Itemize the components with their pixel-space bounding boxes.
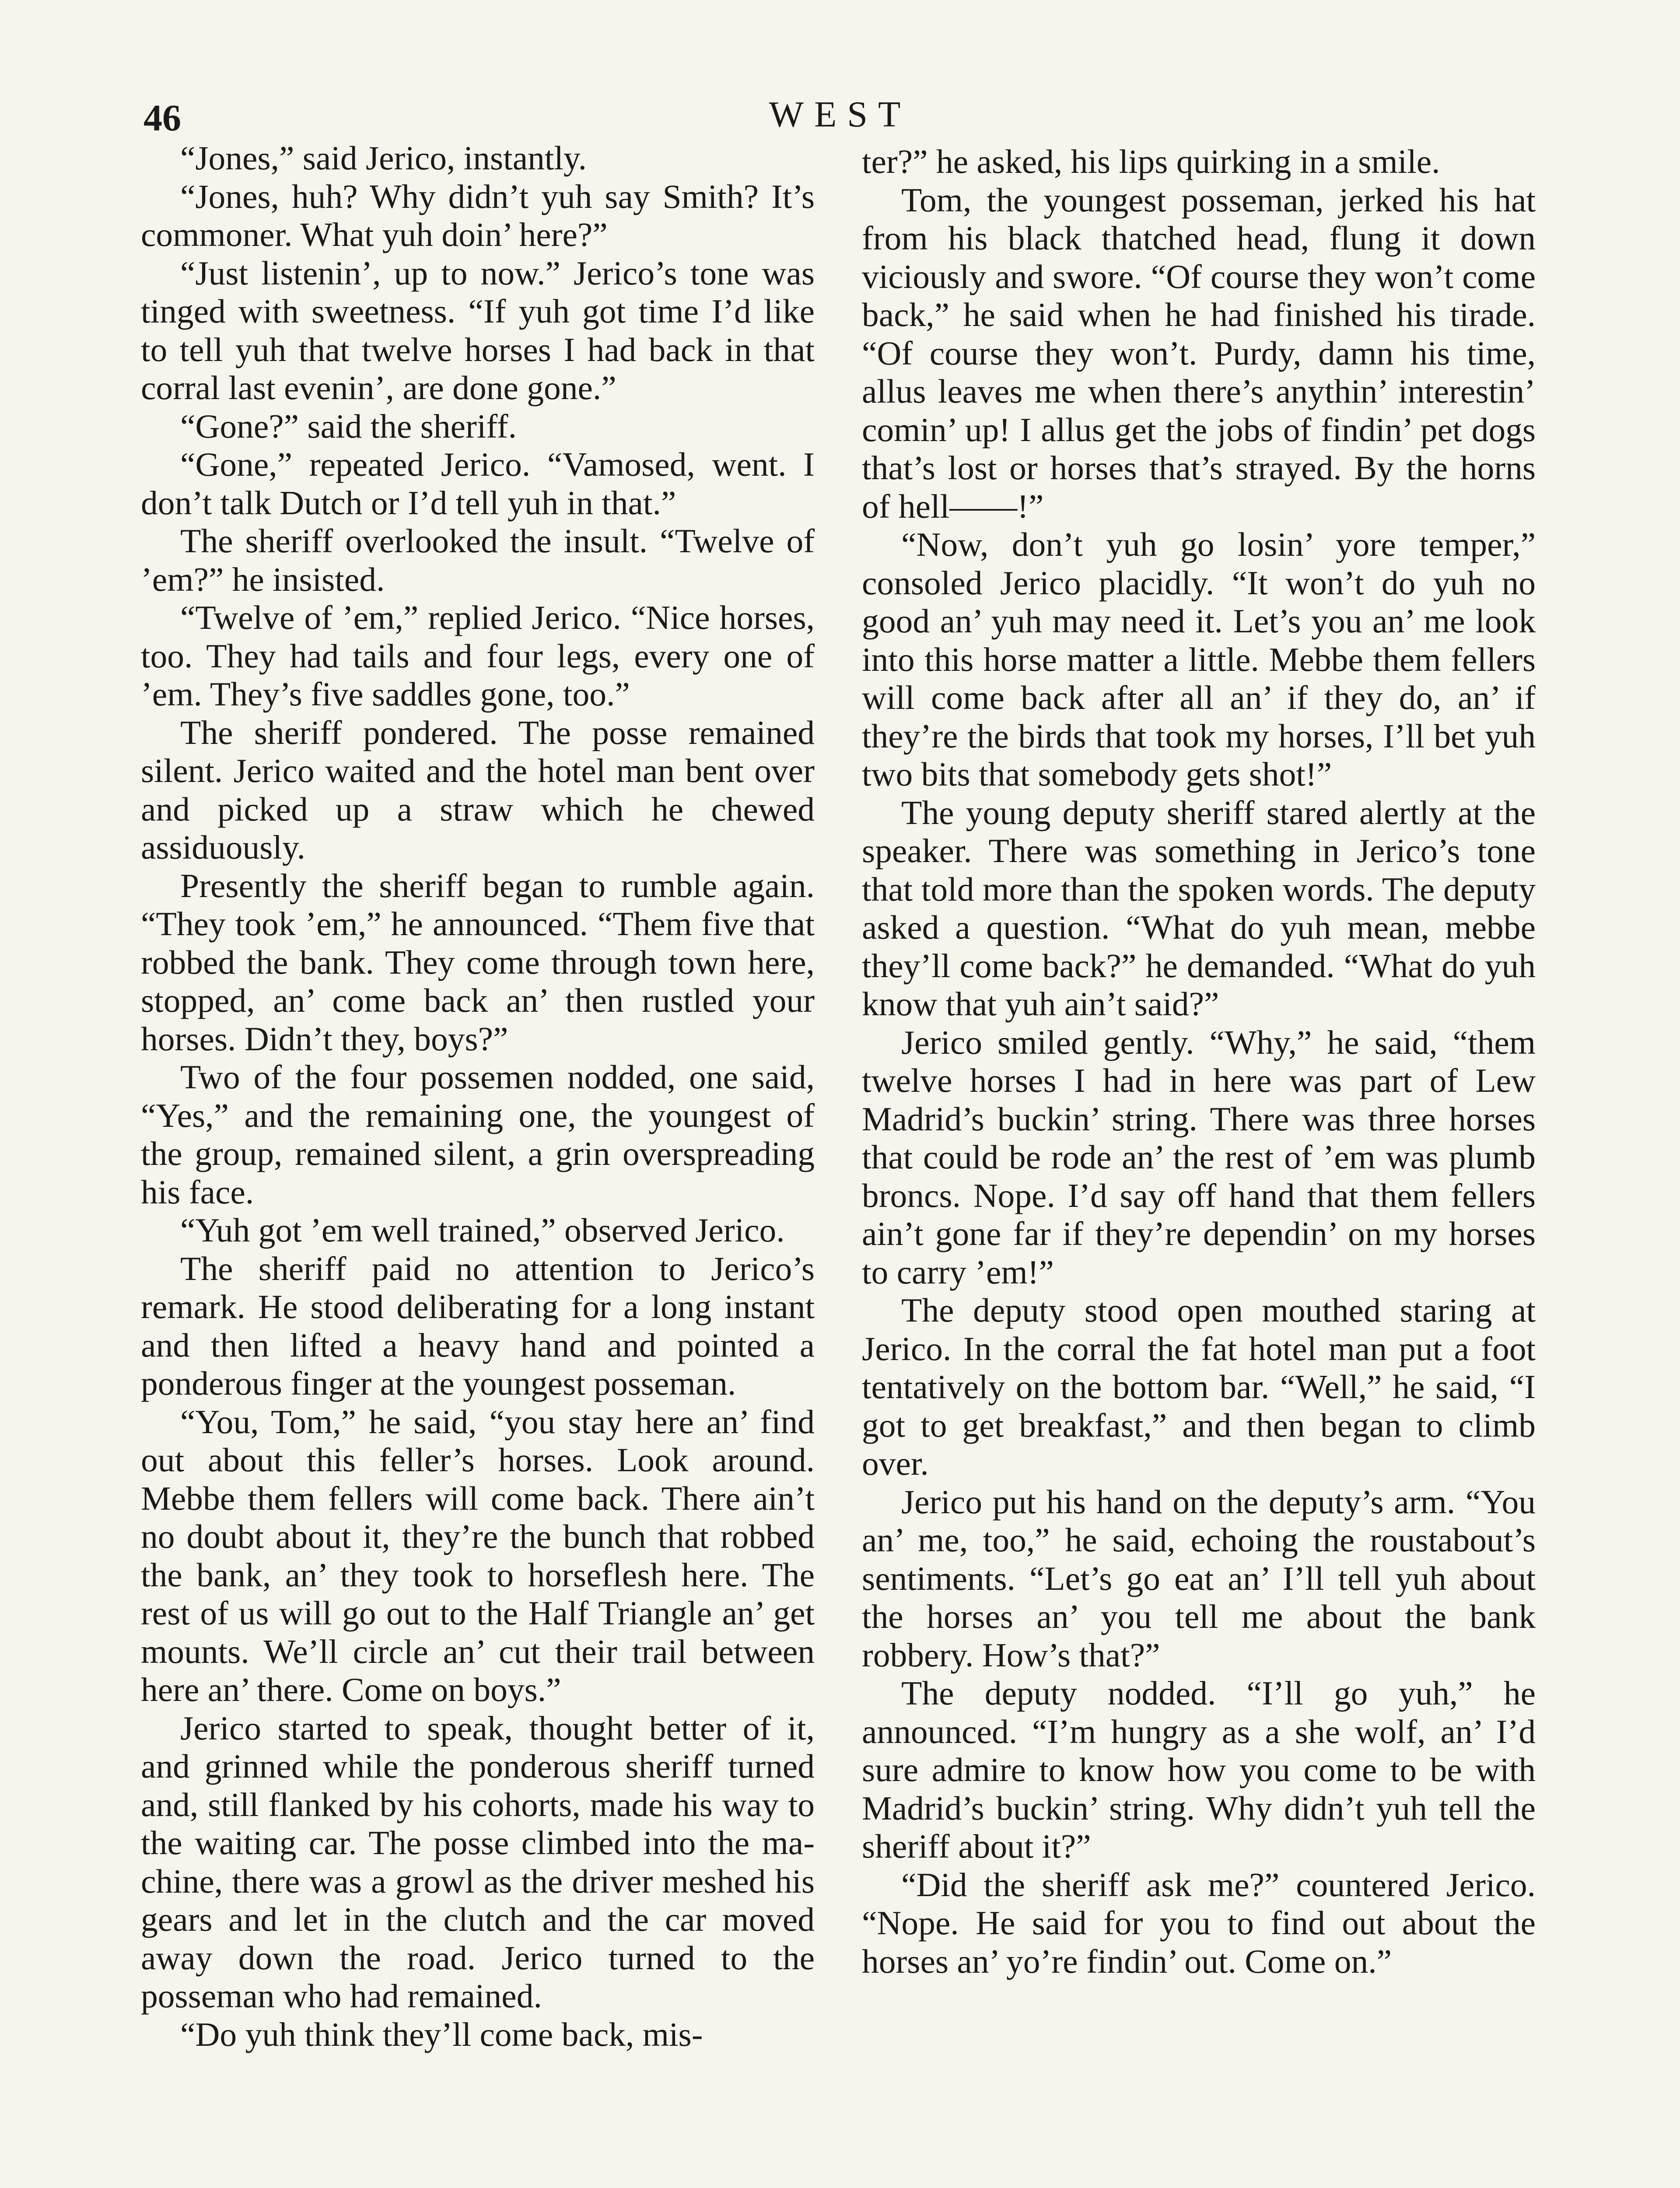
- paragraph: “You, Tom,” he said, “you stay here an’ find out about this feller’s horses. Look around. Mebbe them fellers will come back. There ain’t no doubt about it, they’re the bunch that robbed the bank, an’ they took to horseflesh here. The rest of us will go out to the Half Triangle an’ get mounts. We’ll circle an’ cut their trail between here an’ there. Come on boys.”: [141, 1403, 815, 1708]
- paragraph: “Gone?” said the sheriff.: [180, 407, 517, 445]
- paragraph: Jerico put his hand on the deputy’s arm. “You an’ me, too,” he said, echoing the roustabout’s sentiments. “Let’s go eat an’ I’ll tell yuh about the horses an’ you tell me about the bank robbery. How’s that?”: [862, 1483, 1536, 1674]
- paragraph: The sheriff overlooked the insult. “Twelve of ’em?” he insisted.: [141, 522, 815, 598]
- paragraph: Tom, the youngest posseman, jerked his hat from his black thatched head, flung it down viciously and swore. “Of course they won’t come back,” he said when he had finished his tirade. “Of course they won’t. Purdy, damn his time, allus leaves me when there’s anythin’ interestin’ comin’ up! I allus get the jobs of findin’ pet dogs that’s lost or horses that’s strayed. By the horns of hell——!”: [862, 181, 1536, 525]
- left-column: [141, 139, 815, 2054]
- paragraph: “Yuh got ’em well trained,” observed Jerico.: [180, 1211, 785, 1249]
- paragraph: Jerico started to speak, thought better of it, and grinned while the ponderous sheriff turned and, still flanked by his cohorts, made his way to the waiting car. The posse climbed into the machine, there was a growl as the driver meshed his gears and let in the clutch and the car moved away down the road. Jerico turned to the posseman who had remained.: [141, 1709, 815, 2015]
- paragraph: Presently the sheriff began to rumble again. “They took ’em,” he announced. “Them five that robbed the bank. They come through town here, stopped, an’ come back an’ then rustled your horses. Didn’t they, boys?”: [141, 866, 815, 1058]
- page-number: 46: [144, 97, 181, 139]
- paragraph: Two of the four possemen nodded, one said, “Yes,” and the remaining one, the youngest of the group, remained silent, a grin overspreading his face.: [141, 1058, 815, 1211]
- paragraph: “Jones,” said Jerico, instantly.: [180, 139, 587, 177]
- paragraph: “Twelve of ’em,” replied Jerico. “Nice horses, too. They had tails and four legs, every one of ’em. They’s five saddles gone, too.”: [141, 599, 815, 713]
- paragraph: “Did the sheriff ask me?” countered Jerico. “Nope. He said for you to find out about the horses an’ yo’re findin’ out. Come on.”: [862, 1865, 1536, 1980]
- paragraph: Jerico smiled gently. “Why,” he said, “them twelve horses I had in here was part of Lew Madrid’s buckin’ string. There was three horses that could be rode an’ the rest of ’em was plumb broncs. Nope. I’d say off hand that them fellers ain’t gone far if they’re dependin’ on my horses to carry ’em!”: [862, 1023, 1536, 1291]
- paragraph: “Just listenin’, up to now.” Jerico’s tone was tinged with sweetness. “If yuh got time I’d like to tell yuh that twelve horses I had back in that corral last evenin’, are done gone.”: [141, 254, 815, 407]
- paragraph: The sheriff pondered. The posse remained silent. Jerico waited and the hotel man bent over and picked up a straw which he chewed assiduously.: [141, 713, 815, 866]
- magazine-title: WEST: [769, 94, 911, 135]
- paragraph: The deputy nodded. “I’ll go yuh,” he announced. “I’m hungry as a she wolf, an’ I’d sure admire to know how you come to be with Madrid’s buckin’ string. Why didn’t yuh tell the sheriff about it?”: [862, 1674, 1536, 1865]
- paragraph: The sheriff paid no attention to Jerico’s remark. He stood deliberating for a long instant and then lifted a heavy hand and pointed a ponderous finger at the youngest posseman.: [141, 1249, 815, 1402]
- paragraph: “Do yuh think they’ll come back, mis-: [180, 2015, 703, 2053]
- paragraph: “Now, don’t yuh go losin’ yore temper,” consoled Jerico placidly. “It won’t do yuh no good an’ yuh may need it. Let’s you an’ me look into this horse matter a little. Mebbe them fellers will come back after all an’ if they do, an’ if they’re the birds that took my horses, I’ll bet yuh two bits that somebody gets shot!”: [862, 526, 1536, 793]
- paragraph: The deputy stood open mouthed staring at Jerico. In the corral the fat hotel man put a foot tentatively on the bottom bar. “Well,” he said, “I got to get breakfast,” and then began to climb over.: [862, 1291, 1536, 1482]
- right-column: [862, 143, 1536, 1981]
- paragraph: The young deputy sheriff stared alertly at the speaker. There was something in Jerico’s tone that told more than the spoken words. The deputy asked a question. “What do yuh mean, mebbe they’ll come back?” he demanded. “What do yuh know that yuh ain’t said?”: [862, 793, 1536, 1023]
- paragraph: “Gone,” repeated Jerico. “Vamosed, went. I don’t talk Dutch or I’d tell yuh in that.”: [141, 445, 815, 522]
- paragraph-continuation: ter?” he asked, his lips quirking in a smile.: [862, 143, 1440, 180]
- paragraph: “Jones, huh? Why didn’t yuh say Smith? It’s commoner. What yuh doin’ here?”: [141, 177, 815, 253]
